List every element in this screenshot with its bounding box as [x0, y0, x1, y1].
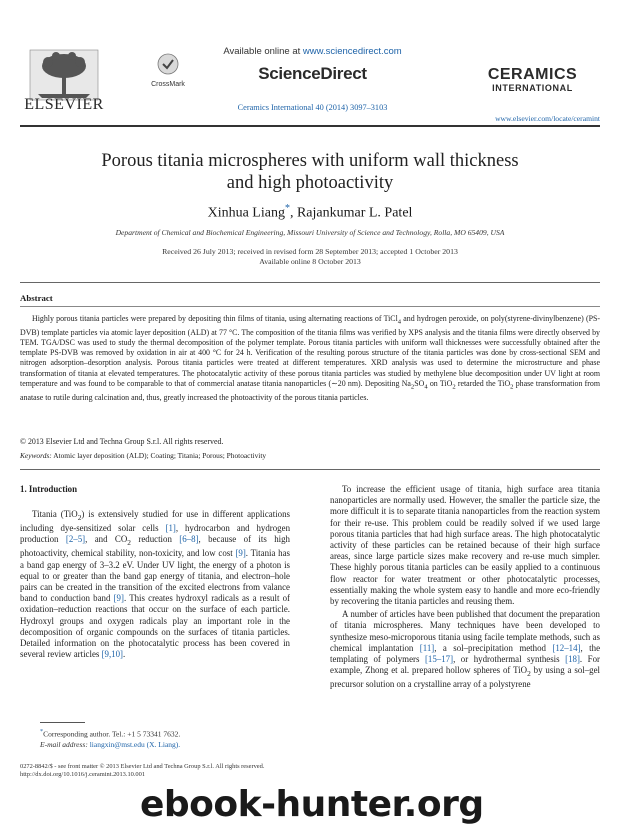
- email-link[interactable]: liangxin@mst.edu (X. Liang).: [89, 739, 181, 749]
- text-seg: , because of its high photoactivity, chemical stability, non-toxicity, and low cost: [20, 534, 290, 559]
- abstract-heading: Abstract: [20, 293, 53, 303]
- abstract-seg: and hydrogen peroxide, on poly(styrene-divinylbenzene) (PS-DVB) template particles via atomic layer deposition (ALD) at 77 °C. The composition of the titania films was verified by XPS analysis and the titania films were directly observed by TEM. TGA/DSC was used to study the thermal decomposition of the polymer template. Porous titania particles with uniform wall thicknesses were successfully obtained after the template PS-DVB was removed by oxidation in air at 400 °C for 24 h. Verification of the resulting porous structure of the titania particles was done by cross-sectional SEM and nitrogen adsorption–desorption analysis. Porous titania particles were treated at different temperatures. XRD analysis was used to determine the microstructure and phase transformation of titania at elevated temperatures. The photocatalytic activity of these porous titania particles was studied by methylene blue decomposition under UV light at room temperature and was found to be comparable to that of commercial anatase titania nanoparticles (∼20 nm). Depositing Na: [20, 314, 600, 388]
- footnote-divider: [40, 722, 85, 723]
- text-seg: , or hydrothermal synthesis: [453, 654, 566, 665]
- issn-line: 0272-8842/$ - see front matter © 2013 Elsevier Ltd and Techna Group S.r.l. All rights reserved.: [20, 763, 265, 770]
- text-sub: 2: [77, 512, 82, 522]
- text-seg: . For example, Zhong et al. prepared hollow spheres of TiO: [330, 654, 600, 676]
- citation-link[interactable]: [9]: [235, 548, 246, 559]
- author-list: [40, 203, 580, 222]
- sciencedirect-wordmark: ScienceDirect: [258, 64, 367, 83]
- text-seg: . This creates hydroxyl radicals as a result of oxidation–reduction reactions that occur on the surface of each particle. Hydroxyl groups and oxygen radicals play an important role in the decomposition of organic compounds on the surfaces of titania particles. Detailed information on the photocatalytic process has been covered in several review articles: [20, 593, 290, 660]
- abstract-sub: 4: [424, 383, 428, 391]
- citation-link[interactable]: [18]: [565, 654, 580, 665]
- journal-header: [0, 0, 620, 135]
- received-dates: Received 26 July 2013; received in revised form 28 September 2013; accepted 1 October 2013: [162, 247, 458, 256]
- author-1: Xinhua Liang: [207, 205, 285, 221]
- watermark-text: ebook-hunter.org: [140, 784, 484, 825]
- author-2: Rajankumar L. Patel: [296, 205, 413, 221]
- footnote-text: Corresponding author. Tel.: +1 5 73341 7632.: [43, 729, 181, 739]
- corresponding-author-note: [40, 727, 290, 740]
- corresponding-author-mark[interactable]: *: [284, 203, 290, 214]
- abstract-text: [20, 314, 600, 403]
- availability-line: [200, 46, 425, 57]
- abstract-seg: phase transformation from anatase to rutile during calcination and, thus, greatly increased the photoactivity of the porous titania particles.: [20, 378, 600, 402]
- online-date: Available online 8 October 2013: [259, 257, 361, 266]
- citation-link[interactable]: [9]: [113, 593, 124, 604]
- abstract-sub: 4: [397, 318, 402, 326]
- intro-paragraph-3: [330, 609, 600, 690]
- intro-paragraph-1: [20, 509, 290, 660]
- citation-link[interactable]: [6–8]: [179, 534, 199, 545]
- watermark: [140, 782, 620, 827]
- abstract-sub: 2: [510, 383, 514, 391]
- abstract-seg: on TiO: [427, 378, 453, 388]
- citation-link[interactable]: [11]: [419, 642, 435, 653]
- doi-link[interactable]: http://dx.doi.org/10.1016/j.ceramint.2013.10.001: [20, 771, 146, 778]
- text-seg: A number of articles have been published that document the preparation of titania microspheres. Many techniques have been developed to synthesize meso-microporous titania using facile template methods, such as chemical implantation: [330, 609, 600, 653]
- title-line-2: and high photoactivity: [226, 173, 394, 193]
- footnote: [40, 727, 290, 750]
- title-divider: [20, 282, 600, 283]
- title-line-1: Porous titania microspheres with uniform wall thickness: [101, 151, 519, 171]
- intro-paragraph-2: To increase the efficient usage of titania, high surface area titania nanoparticles are normally used. However, the smaller the particle size, the more difficult it is to separate titania nanoparticles from the reaction system for their re-use. This problem could be readily solved if we used large porous titania particles that had high surface areas. The high photocatalytic activity of these particles can be retained because of their high surface areas, since large particle sizes make recovery and re-use much simpler. These highly porous titania particles can be easily applied to a continuous flow reactor for water treatment or other photocatalytic processes, essentially making the whole system easy to handle and more eco-friendly by recovering the titania particles and reusing them.: [330, 484, 600, 607]
- availability-prefix: Available online at: [223, 46, 303, 57]
- abstract-bottom-divider: [20, 469, 600, 470]
- bottom-meta: [20, 763, 420, 779]
- abstract-seg: SO: [414, 378, 425, 388]
- citation-link[interactable]: [9,10]: [101, 649, 124, 660]
- citation-link[interactable]: [1]: [165, 523, 176, 534]
- text-seg: .: [123, 649, 126, 660]
- citation-link[interactable]: [2–5]: [65, 534, 86, 545]
- crossmark-icon: [157, 53, 179, 75]
- footnote-mark: *: [40, 728, 44, 735]
- text-seg: , the templating of polymers: [330, 642, 601, 665]
- crossmark-label: CrossMark: [151, 81, 185, 88]
- text-seg: , and CO: [85, 534, 128, 545]
- text-seg: by using a sol–gel precursor solution on a crystalline array of a polystyrene: [330, 665, 600, 690]
- publisher-wordmark: ELSEVIER: [24, 96, 104, 113]
- citation-link[interactable]: [15–17]: [424, 654, 454, 665]
- text-seg: Titania (TiO: [32, 509, 78, 520]
- text-seg: reduction: [130, 534, 180, 545]
- citation-link[interactable]: [12–14]: [552, 642, 581, 653]
- journal-citation[interactable]: Ceramics International 40 (2014) 3097–3103: [237, 103, 388, 112]
- text-sub: 2: [527, 669, 531, 679]
- text-seg: ) is extensively studied for use in different applications including dye-sensitized solar cells: [20, 509, 290, 534]
- abstract-sub: 2: [452, 383, 456, 391]
- text-seg: . Titania has a band gap energy of 3–3.2 eV. Under UV light, the energy of a photon is equal to or greater than the band gap energy of titania, and electron–hole pairs can be created in the transition of the excited electrons from valance band to conduction band: [20, 548, 291, 604]
- abstract-divider: [20, 306, 600, 307]
- text-seg: , hydrocarbon and hydrogen production: [20, 523, 291, 545]
- journal-logo-line2: INTERNATIONAL: [492, 83, 573, 93]
- abstract-seg: Highly porous titania particles were prepared by depositing thin films of titania, using alternating reactions of TiCl: [32, 314, 398, 323]
- text-sub: 2: [127, 538, 131, 548]
- keywords-label: Keywords:: [20, 451, 52, 460]
- keywords: [20, 451, 600, 460]
- email-label: E-mail address:: [40, 739, 90, 749]
- copyright-notice: © 2013 Elsevier Ltd and Techna Group S.r.l. All rights reserved.: [20, 437, 224, 446]
- journal-logo: [470, 66, 595, 94]
- journal-logo-line1: CERAMICS: [487, 66, 578, 83]
- author-separator: ,: [289, 205, 297, 221]
- header-divider: [20, 125, 600, 127]
- article-title: [40, 150, 580, 194]
- sciencedirect-link[interactable]: www.sciencedirect.com: [302, 46, 402, 57]
- body-column-left: [20, 484, 290, 660]
- keywords-list: Atomic layer deposition (ALD); Coating; Titania; Porous; Photoactivity: [51, 451, 267, 460]
- abstract-seg: retarded the TiO: [455, 378, 511, 388]
- affiliation: Department of Chemical and Biochemical Engineering, Missouri University of Science and Technology, Rolla, MO 65409, USA: [115, 228, 505, 237]
- article-dates: [40, 247, 580, 267]
- crossmark-badge[interactable]: [133, 53, 203, 88]
- journal-homepage-link[interactable]: www.elsevier.com/locate/ceramint: [495, 114, 600, 123]
- section-heading-introduction: 1. Introduction: [20, 484, 78, 494]
- text-seg: , a sol–precipitation method: [434, 642, 553, 653]
- email-line: [40, 740, 290, 750]
- body-column-right: [330, 484, 600, 690]
- abstract-sub: 2: [410, 383, 415, 391]
